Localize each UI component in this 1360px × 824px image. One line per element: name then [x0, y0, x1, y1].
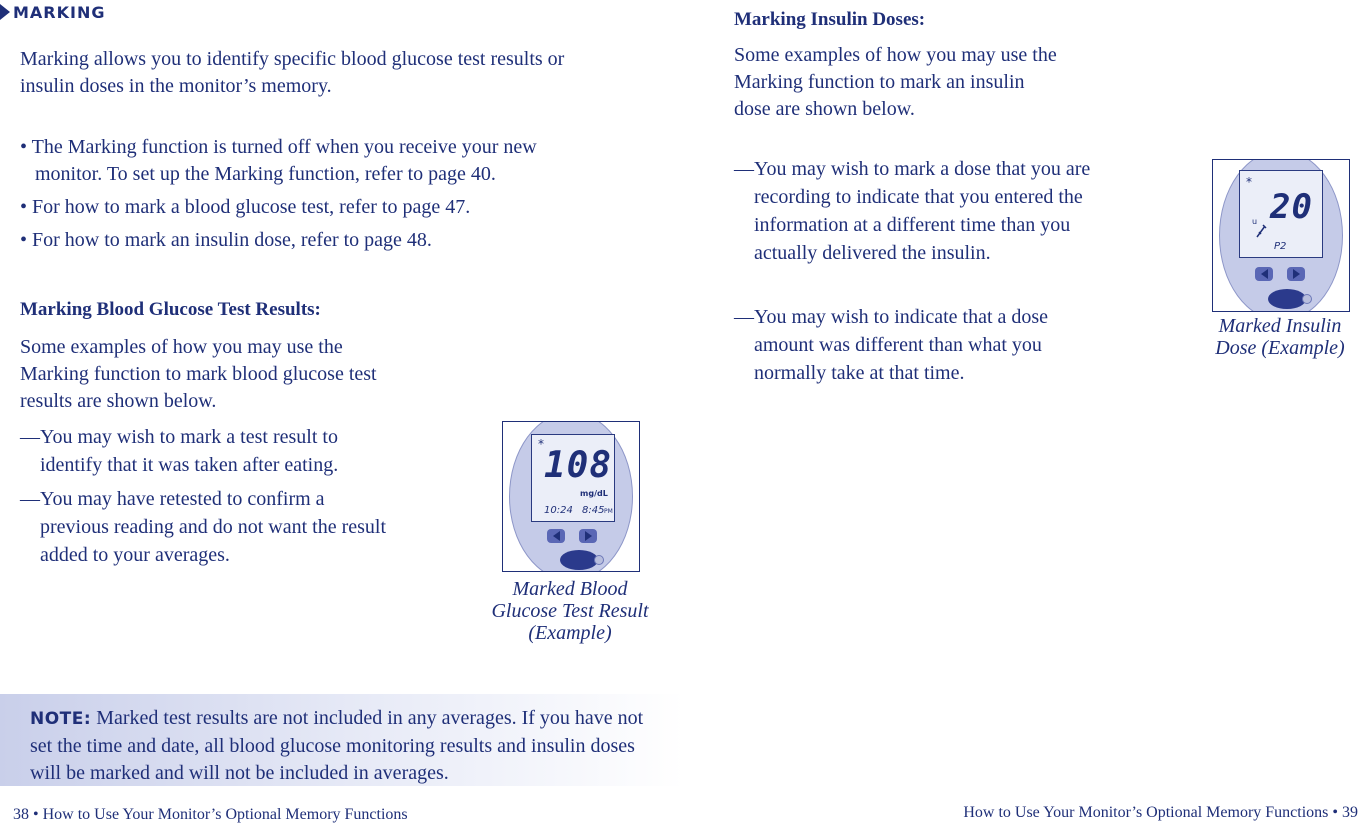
left-arrow-button-icon: [1255, 267, 1273, 281]
bg-meter-caption: Marked Blood Glucose Test Result (Example): [491, 578, 649, 644]
insulin-type-label: P2: [1274, 241, 1287, 252]
right-arrow-button-icon: [579, 529, 597, 543]
note-box: [0, 694, 684, 786]
bg-meter-illustration: [502, 421, 640, 572]
bg-date: 10:24: [544, 505, 573, 516]
section-arrow-icon: [0, 4, 10, 20]
main-button-icon: [1268, 289, 1306, 309]
bullet-mark-bg: • For how to mark a blood glucose test, refer to page 47.: [20, 196, 471, 218]
bg-meter-display: [531, 434, 615, 522]
insulin-meter-illustration: [1212, 159, 1350, 312]
left-arrow-button-icon: [547, 529, 565, 543]
info-bullets: [20, 134, 600, 254]
insulin-meter-caption: Marked Insulin Dose (Example): [1215, 315, 1345, 359]
mark-asterisk-icon: *: [538, 437, 544, 451]
bg-ampm: PM: [604, 508, 613, 515]
bg-heading: Marking Blood Glucose Test Results:: [20, 299, 321, 320]
insulin-example-different-time: —You may wish to mark a dose that you are recording to indicate that you entered the information at a different time than you actually delivered the insulin.: [734, 158, 1091, 264]
small-button-icon: [1302, 294, 1312, 304]
insulin-heading: Marking Insulin Doses:: [734, 9, 926, 30]
bg-unit: mg/dL: [580, 489, 608, 498]
note-label: NOTE:: [30, 709, 92, 729]
left-page-footer: 38 • How to Use Your Monitor’s Optional Memory Functions: [13, 806, 408, 823]
bullet-mark-insulin: • For how to mark an insulin dose, refer to page 48.: [20, 229, 432, 251]
insulin-meter-display: [1239, 170, 1323, 258]
main-button-icon: [560, 550, 598, 570]
section-tag-label: MARKING: [13, 2, 106, 22]
bg-example-retested: —You may have retested to confirm a previous reading and do not want the result added to your averages.: [20, 488, 387, 566]
insulin-examples: [734, 155, 1094, 387]
insulin-unit: u: [1252, 217, 1258, 226]
insulin-intro: Some examples of how you may use the Marking function to mark an insulin dose are shown below.: [734, 44, 1057, 120]
bg-examples: [20, 423, 390, 569]
bullet-setup: • The Marking function is turned off when you receive your new monitor. To set up the Marking function, refer to page 40.: [20, 136, 537, 185]
right-arrow-button-icon: [1287, 267, 1305, 281]
bg-reading-value: 108: [544, 445, 613, 486]
mark-asterisk-icon: *: [1246, 175, 1252, 189]
bg-intro: Some examples of how you may use the Marking function to mark blood glucose test results are shown below.: [20, 336, 377, 412]
intro-paragraph: Marking allows you to identify specific blood glucose test results or insulin doses in the monitor’s memory.: [20, 48, 565, 97]
bg-time: 8:45: [582, 505, 605, 516]
insulin-dose-value: 20: [1270, 187, 1313, 227]
syringe-icon: [1254, 223, 1268, 239]
right-page-footer: How to Use Your Monitor’s Optional Memory Functions • 39: [963, 804, 1358, 821]
section-tag: [0, 1, 106, 23]
insulin-example-different-amount: —You may wish to indicate that a dose amount was different than what you normally take at that time.: [734, 306, 1049, 384]
note-text: Marked test results are not included in any averages. If you have not set the time and date, all blood glucose monitoring results and insulin doses will be marked and will not be included in averages.: [30, 707, 644, 784]
note-paragraph: [30, 705, 660, 787]
bg-example-after-eating: —You may wish to mark a test result to identify that it was taken after eating.: [20, 426, 339, 476]
small-button-icon: [594, 555, 604, 565]
